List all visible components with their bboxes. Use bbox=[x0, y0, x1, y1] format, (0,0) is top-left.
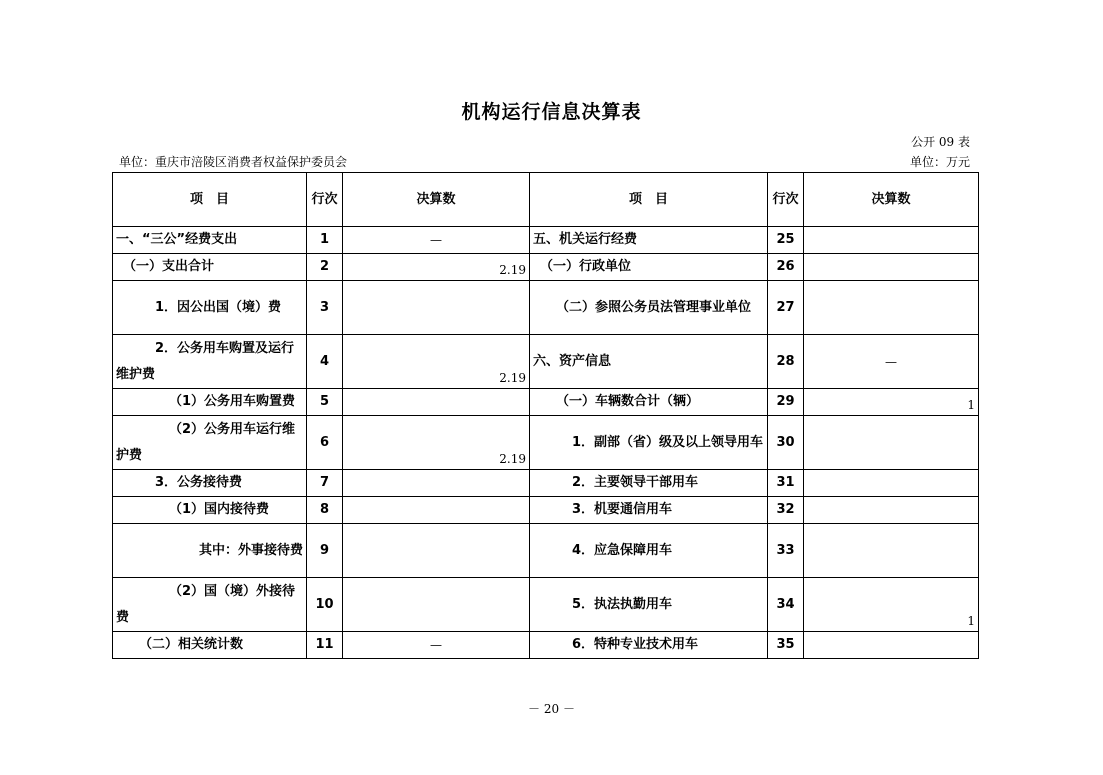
header-item-left: 项 目 bbox=[113, 173, 307, 227]
table-row bbox=[113, 416, 979, 470]
left-row-no: 8 bbox=[307, 497, 343, 524]
left-item: 2．公务用车购置及运行维护费 bbox=[113, 335, 307, 389]
right-row-no: 25 bbox=[768, 227, 804, 254]
right-row-no: 33 bbox=[768, 524, 804, 578]
right-amount bbox=[804, 470, 979, 497]
left-item: 1．因公出国（境）费 bbox=[113, 281, 307, 335]
table-row bbox=[113, 578, 979, 632]
left-amount: — bbox=[343, 632, 530, 659]
table-row bbox=[113, 470, 979, 497]
right-amount bbox=[804, 254, 979, 281]
left-row-no: 10 bbox=[307, 578, 343, 632]
right-amount bbox=[804, 227, 979, 254]
left-item: 其中：外事接待费 bbox=[113, 524, 307, 578]
table-row bbox=[113, 254, 979, 281]
right-row-no: 35 bbox=[768, 632, 804, 659]
right-amount: 1 bbox=[804, 389, 979, 416]
left-amount bbox=[343, 389, 530, 416]
table-header-row bbox=[113, 173, 979, 227]
left-row-no: 5 bbox=[307, 389, 343, 416]
left-amount bbox=[343, 524, 530, 578]
left-amount: 2.19 bbox=[343, 416, 530, 470]
right-row-no: 27 bbox=[768, 281, 804, 335]
left-row-no: 7 bbox=[307, 470, 343, 497]
left-row-no: 6 bbox=[307, 416, 343, 470]
unit-currency: 单位：万元 bbox=[909, 155, 970, 169]
right-row-no: 29 bbox=[768, 389, 804, 416]
left-amount: 2.19 bbox=[343, 335, 530, 389]
header-row-no-left: 行次 bbox=[307, 173, 343, 227]
left-item: （2）公务用车运行维护费 bbox=[113, 416, 307, 470]
left-item: 一、“三公”经费支出 bbox=[113, 227, 307, 254]
right-row-no: 34 bbox=[768, 578, 804, 632]
right-amount bbox=[804, 632, 979, 659]
right-amount bbox=[804, 524, 979, 578]
right-item: 1．副部（省）级及以上领导用车 bbox=[530, 416, 768, 470]
right-item: 3．机要通信用车 bbox=[530, 497, 768, 524]
left-item: （2）国（境）外接待费 bbox=[113, 578, 307, 632]
right-item: 6．特种专业技术用车 bbox=[530, 632, 768, 659]
right-row-no: 30 bbox=[768, 416, 804, 470]
right-item: 六、资产信息 bbox=[530, 335, 768, 389]
right-item: 五、机关运行经费 bbox=[530, 227, 768, 254]
left-amount bbox=[343, 578, 530, 632]
table-row bbox=[113, 524, 979, 578]
right-row-no: 31 bbox=[768, 470, 804, 497]
page-title: 机构运行信息决算表 bbox=[461, 101, 642, 123]
left-row-no: 4 bbox=[307, 335, 343, 389]
left-row-no: 1 bbox=[307, 227, 343, 254]
table-row bbox=[113, 335, 979, 389]
left-amount bbox=[343, 470, 530, 497]
right-item: （二）参照公务员法管理事业单位 bbox=[530, 281, 768, 335]
left-item: （1）国内接待费 bbox=[113, 497, 307, 524]
left-row-no: 3 bbox=[307, 281, 343, 335]
left-item: （二）相关统计数 bbox=[113, 632, 307, 659]
left-amount: — bbox=[343, 227, 530, 254]
header-amount-left: 决算数 bbox=[343, 173, 530, 227]
left-item: （1）公务用车购置费 bbox=[113, 389, 307, 416]
right-item: 5．执法执勤用车 bbox=[530, 578, 768, 632]
table-row bbox=[113, 497, 979, 524]
table-row bbox=[113, 389, 979, 416]
header-row-no-right: 行次 bbox=[768, 173, 804, 227]
final-accounts-table bbox=[112, 172, 979, 659]
left-row-no: 9 bbox=[307, 524, 343, 578]
unit-organization: 单位：重庆市涪陵区消费者权益保护委员会 bbox=[119, 155, 348, 169]
right-amount bbox=[804, 416, 979, 470]
right-row-no: 26 bbox=[768, 254, 804, 281]
header-amount-right: 决算数 bbox=[804, 173, 979, 227]
right-amount bbox=[804, 281, 979, 335]
form-number: 公开 09 表 bbox=[911, 135, 970, 149]
left-amount bbox=[343, 497, 530, 524]
right-row-no: 32 bbox=[768, 497, 804, 524]
left-item: 3．公务接待费 bbox=[113, 470, 307, 497]
left-row-no: 2 bbox=[307, 254, 343, 281]
right-item: 2．主要领导干部用车 bbox=[530, 470, 768, 497]
page-number: － 20 － bbox=[528, 702, 575, 716]
right-item: 4．应急保障用车 bbox=[530, 524, 768, 578]
left-row-no: 11 bbox=[307, 632, 343, 659]
table-row bbox=[113, 632, 979, 659]
right-amount: 1 bbox=[804, 578, 979, 632]
left-item: （一）支出合计 bbox=[113, 254, 307, 281]
table-row bbox=[113, 281, 979, 335]
right-amount: — bbox=[804, 335, 979, 389]
right-item: （一）行政单位 bbox=[530, 254, 768, 281]
right-amount bbox=[804, 497, 979, 524]
right-item: （一）车辆数合计（辆） bbox=[530, 389, 768, 416]
header-item-right: 项 目 bbox=[530, 173, 768, 227]
left-amount bbox=[343, 281, 530, 335]
left-amount: 2.19 bbox=[343, 254, 530, 281]
right-row-no: 28 bbox=[768, 335, 804, 389]
table-row bbox=[113, 227, 979, 254]
